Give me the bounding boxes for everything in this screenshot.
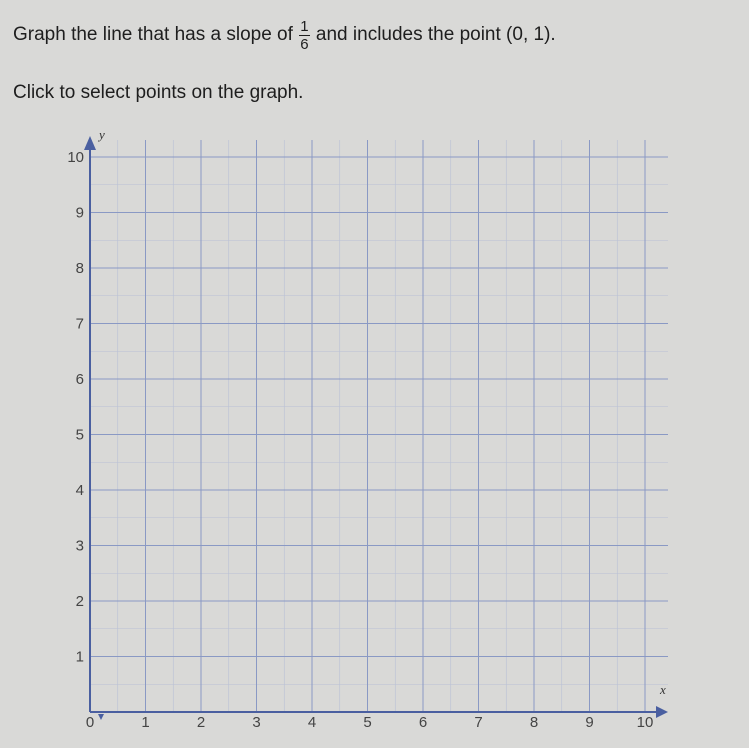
y-tick-label: 2 [75,593,84,610]
x-tick-label: 2 [196,714,206,731]
y-tick-label: 4 [75,482,84,499]
slope-denominator: 6 [300,35,309,53]
origin-marker-icon [98,714,104,720]
y-tick-label: 6 [75,371,84,388]
x-tick-label: 6 [418,714,428,731]
x-tick-label: 3 [252,714,261,731]
x-axis-label: x [660,682,666,697]
x-tick-label: 5 [363,714,372,731]
y-tick-label: 7 [75,315,84,333]
x-tick-label: 10 [636,714,654,731]
y-tick-label: 1 [75,648,84,666]
x-tick-label: 7 [474,714,483,731]
x-tick-label: 9 [585,714,594,731]
graph-grid [90,140,668,712]
y-axis-label: y [99,127,105,142]
y-axis-arrow-icon [84,136,96,150]
instruction-text: Click to select points on the graph. [13,82,304,103]
question-prefix: Graph the line that has a slope of [13,24,293,45]
x-axis-arrow-icon [656,706,668,718]
y-tick-label: 8 [75,260,84,277]
y-tick-label: 10 [67,149,84,166]
x-tick-label: 8 [529,714,539,731]
x-tick-label: 1 [141,714,150,731]
x-tick-label: 4 [307,714,317,731]
y-tick-label: 5 [75,426,84,444]
y-tick-label: 3 [75,537,84,555]
question-suffix: and includes the point (0, 1). [315,24,556,45]
slope-numerator: 1 [300,17,309,35]
graph-tick-labels [67,149,653,731]
graph-axes [84,136,668,720]
x-tick-label: 0 [85,714,95,731]
y-tick-label: 9 [75,204,84,222]
